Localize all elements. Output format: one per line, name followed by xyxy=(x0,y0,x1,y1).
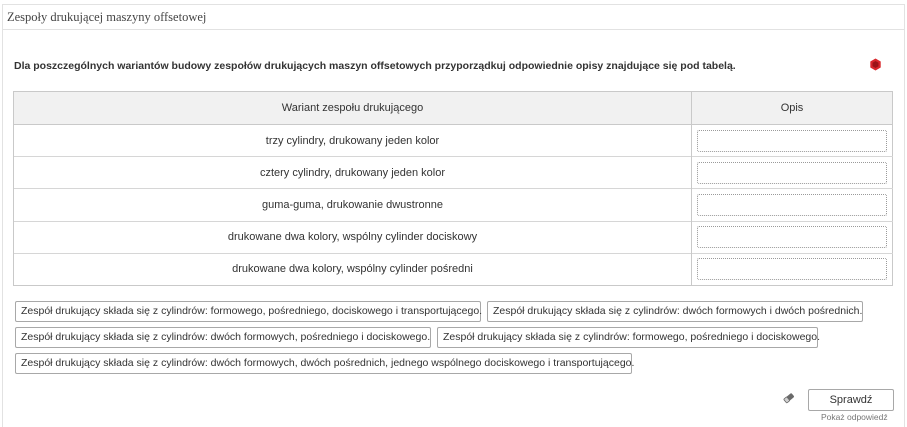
table-row xyxy=(14,125,893,157)
variant-cell: drukowane dwa kolory, wspólny cylinder dociskowy xyxy=(14,221,692,253)
answer-option[interactable]: Zespół drukujący składa się z cylindrów: dwóch formowych, dwóch pośrednich, jednego wspólnego dociskowego i transportującego. xyxy=(15,353,632,374)
description-cell xyxy=(692,221,893,253)
description-cell xyxy=(692,157,893,189)
answer-option[interactable]: Zespół drukujący składa się z cylindrów: dwóch formowych i dwóch pośrednich. xyxy=(487,301,863,322)
panel-title: Zespoły drukującej maszyny offsetowej xyxy=(3,5,904,30)
table-row xyxy=(14,189,893,221)
drop-slot[interactable] xyxy=(697,226,887,248)
red-hexagon-icon[interactable] xyxy=(869,58,882,71)
show-answer-link[interactable]: Pokaż odpowiedź xyxy=(821,412,888,422)
table-row xyxy=(14,253,893,285)
column-header-variant: Wariant zespołu drukującego xyxy=(14,92,692,125)
description-cell xyxy=(692,253,893,285)
drop-slot[interactable] xyxy=(697,130,887,152)
description-cell xyxy=(692,189,893,221)
description-cell xyxy=(692,125,893,157)
table-row xyxy=(14,157,893,189)
variant-cell: trzy cylindry, drukowany jeden kolor xyxy=(14,125,692,157)
answer-option[interactable]: Zespół drukujący składa się z cylindrów: dwóch formowych, pośredniego i dociskowego. xyxy=(15,327,431,348)
matching-table xyxy=(13,91,893,286)
answer-option[interactable]: Zespół drukujący składa się z cylindrów: formowego, pośredniego i dociskowego. xyxy=(437,327,818,348)
variant-cell: drukowane dwa kolory, wspólny cylinder pośredni xyxy=(14,253,692,285)
table-header-row xyxy=(14,92,893,125)
check-button[interactable]: Sprawdź xyxy=(808,389,894,411)
variant-cell: cztery cylindry, drukowany jeden kolor xyxy=(14,157,692,189)
eraser-icon[interactable] xyxy=(782,392,796,404)
instruction-text: Dla poszczególnych wariantów budowy zespołów drukujących maszyn offsetowych przyporządkuj odpowiednie opisy znajdujące się pod tabelą. xyxy=(14,60,736,72)
answer-option[interactable]: Zespół drukujący składa się z cylindrów: formowego, pośredniego, dociskowego i transportującego. xyxy=(15,301,481,322)
drop-slot[interactable] xyxy=(697,162,887,184)
variant-cell: guma-guma, drukowanie dwustronne xyxy=(14,189,692,221)
drop-slot[interactable] xyxy=(697,258,887,280)
drop-slot[interactable] xyxy=(697,194,887,216)
table-row xyxy=(14,221,893,253)
column-header-description: Opis xyxy=(692,92,893,125)
